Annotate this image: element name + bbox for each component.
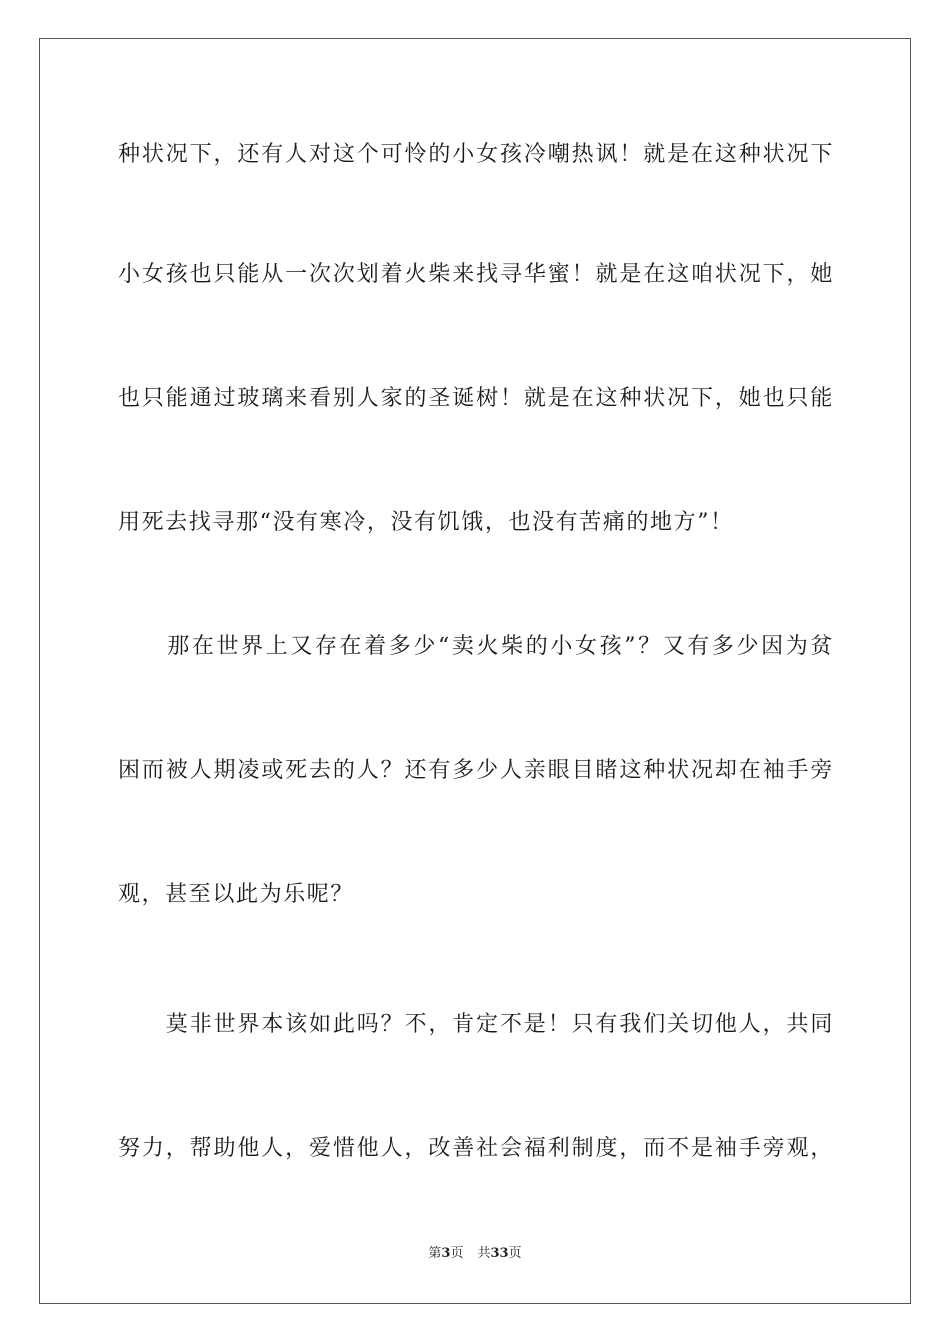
text-line-8: 莫非世界本该如此吗？不，肯定不是！只有我们关切他人，共同 — [118, 1012, 834, 1037]
footer-page-number: 3 — [441, 1246, 451, 1261]
page-border — [39, 38, 911, 1304]
text-line-4: 用死去找寻那“没有寒冷，没有饥饿，也没有苦痛的地方”！ — [118, 510, 734, 535]
footer-total-prefix: 共 — [477, 1246, 491, 1261]
footer-total-pages: 33 — [490, 1246, 509, 1261]
footer-page-prefix: 第 — [428, 1246, 442, 1261]
footer-total-suffix: 页 — [508, 1246, 522, 1261]
text-line-6: 困而被人期凌或死去的人？还有多少人亲眼目睹这种状况却在袖手旁 — [118, 758, 834, 783]
text-line-7: 观，甚至以此为乐呢？ — [118, 882, 355, 907]
footer-page-suffix: 页 — [450, 1246, 464, 1261]
text-line-5: 那在世界上又存在着多少“卖火柴的小女孩”？又有多少因为贫 — [118, 634, 834, 659]
text-line-3: 也只能通过玻璃来看别人家的圣诞树！就是在这种状况下，她也只能 — [118, 386, 834, 411]
text-line-1: 种状况下，还有人对这个可怜的小女孩冷嘲热讽！就是在这种状况下 — [118, 142, 834, 167]
text-line-9: 努力，帮助他人，爱惜他人，改善社会福利制度，而不是袖手旁观， — [118, 1136, 834, 1161]
page-footer — [0, 1245, 950, 1263]
text-line-2: 小女孩也只能从一次次划着火柴来找寻华蜜！就是在这咱状况下，她 — [118, 262, 834, 287]
